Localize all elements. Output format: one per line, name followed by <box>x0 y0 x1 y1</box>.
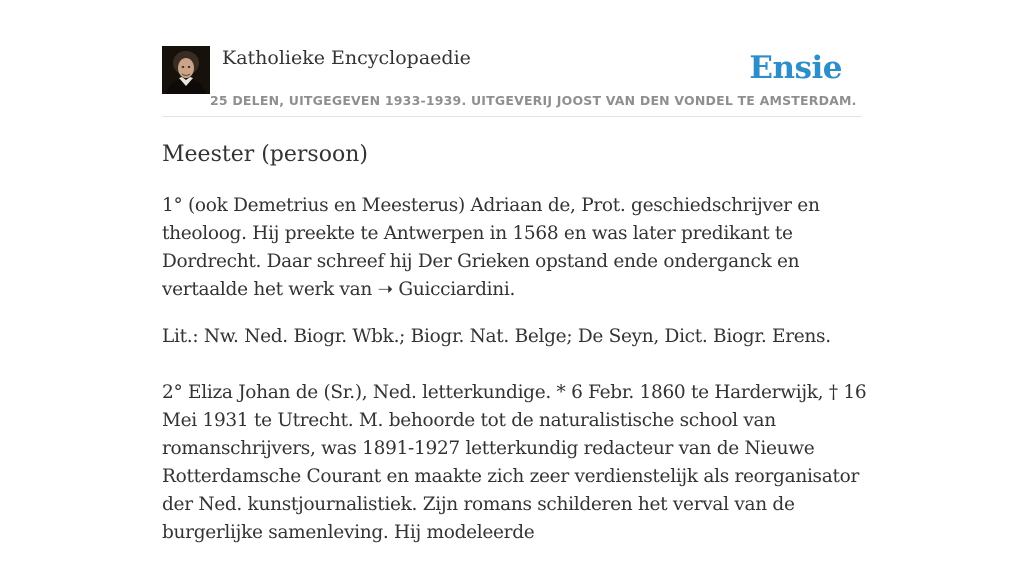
source-meta: 25 DELEN, UITGEGEVEN 1933-1939. UITGEVERIJ JOOST VAN DEN VONDEL TE AMSTERDAM. <box>210 93 857 108</box>
literature-note: Lit.: Nw. Ned. Biogr. Wbk.; Biogr. Nat. Belge; De Seyn, Dict. Biogr. Erens. <box>162 326 831 347</box>
source-header <box>162 46 862 117</box>
article-title: Meester (persoon) <box>162 142 368 167</box>
paragraph-text: 1° (ook Demetrius en Meesterus) Adriaan de, Prot. geschiedschrijver en theoloog. Hij preekte te Antwerpen in 1568 en was later predikant te Dordrecht. Daar schreef hij Der Grieken opstand ende onderganck en vertaalde het werk van <box>162 195 820 300</box>
arrow-right-icon: ➝ <box>377 279 393 300</box>
source-title[interactable]: Katholieke Encyclopaedie <box>222 47 471 69</box>
article-body <box>162 192 867 566</box>
paragraph-text-end: . <box>509 279 516 300</box>
article-paragraph-2: 2° Eliza Johan de (Sr.), Ned. letterkundige. * 6 Febr. 1860 te Harderwijk, † 16 Mei 1931 te Utrecht. M. behoorde tot de naturalistische school van romanschrijvers, was 1891-1927 letterkundig redacteur van de Nieuwe Rotterdamsche Courant en maakte zich zeer verdienstelijk als reorganisator der Ned. kunstjournalistiek. Zijn romans schilderen het verval van de burgerlijke samenleving. Hij modeleerde <box>162 382 867 543</box>
article-paragraph-1 <box>162 192 867 304</box>
brand-logo[interactable]: Ensie <box>749 50 842 86</box>
guicciardini-link[interactable]: Guicciardini <box>398 279 510 300</box>
portrait-icon[interactable] <box>162 46 210 94</box>
